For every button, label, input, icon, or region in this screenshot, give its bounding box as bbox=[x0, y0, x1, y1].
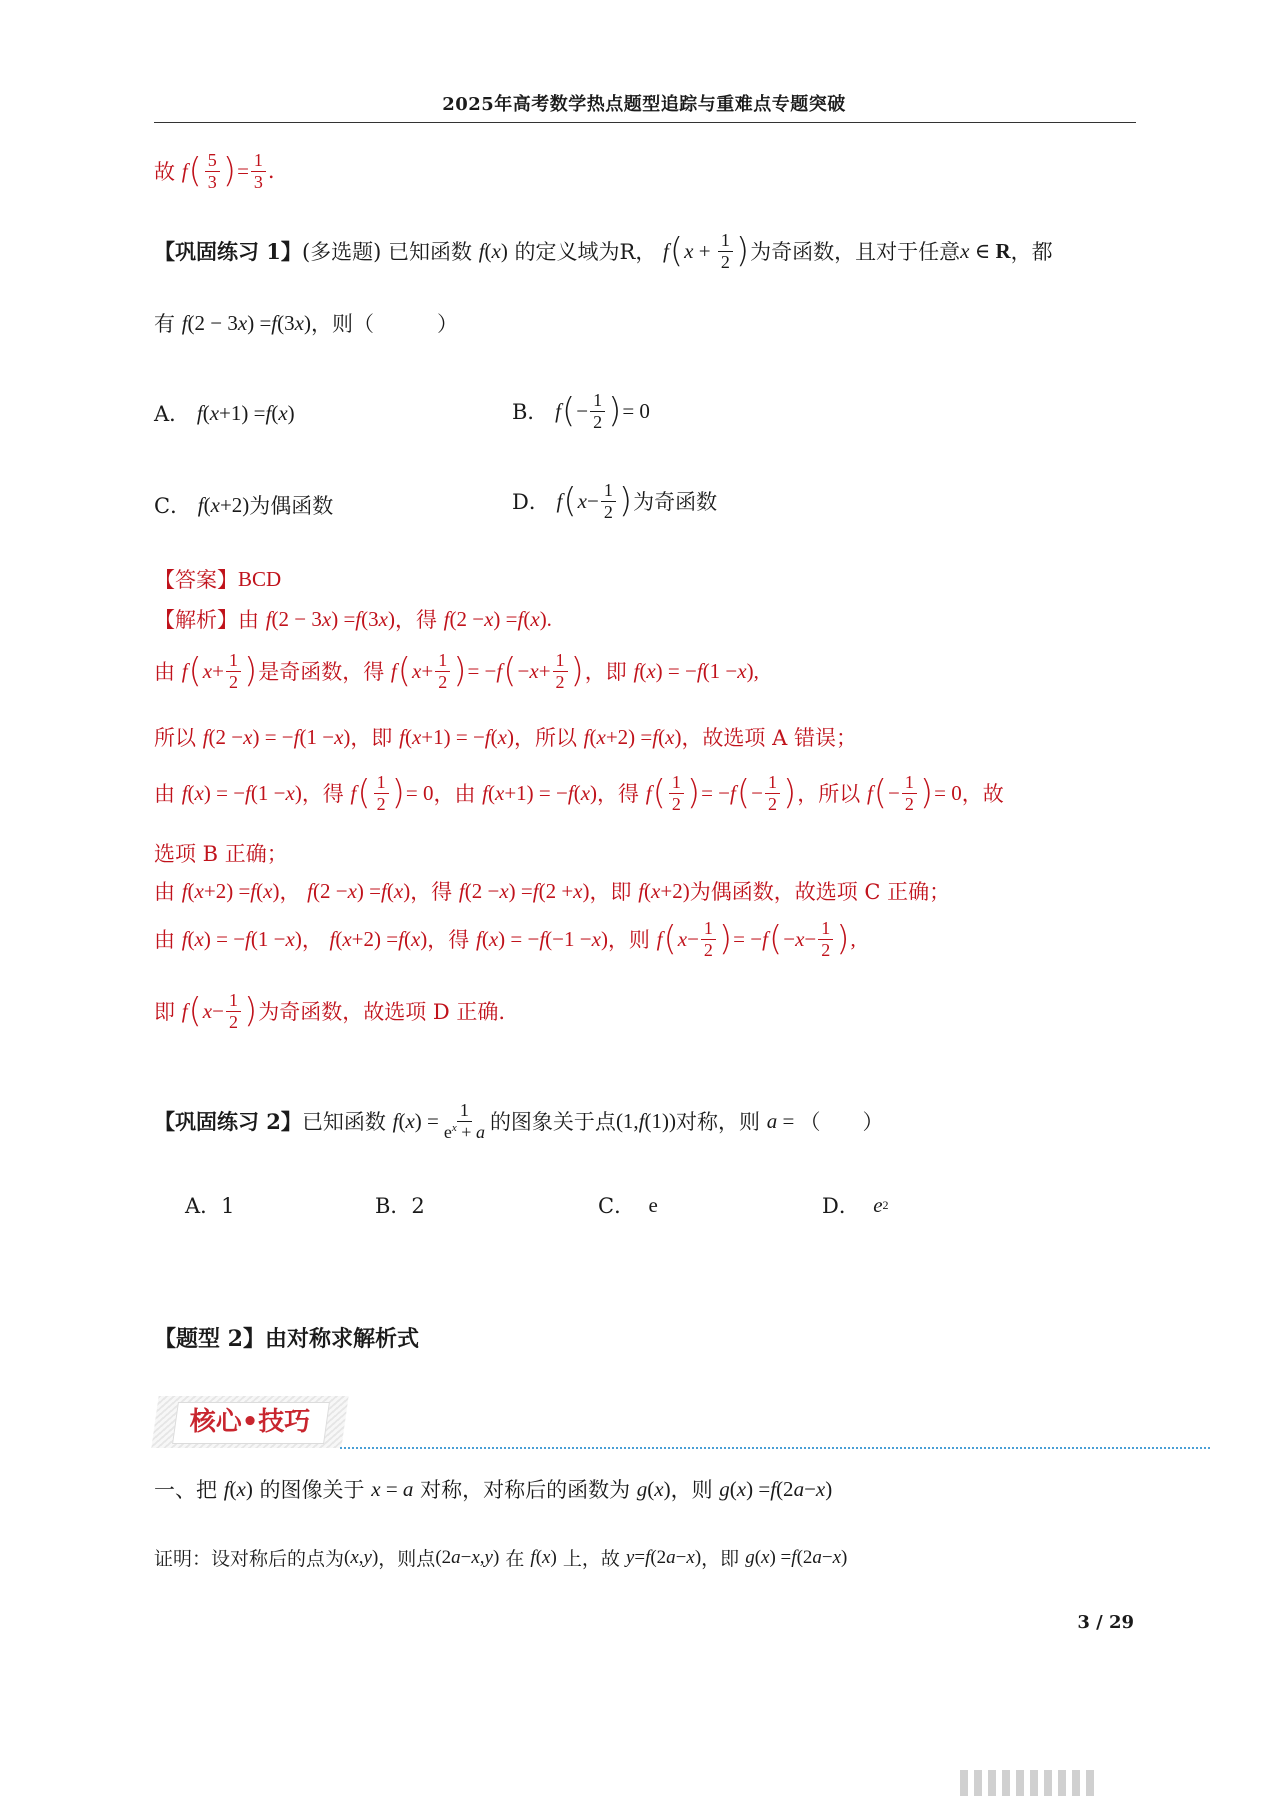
intro-fraction: $\frac{5}{3}$ bbox=[205, 150, 220, 192]
tip-line2: 证明：设对称后的点为 ( x , y ) ，则点 (2 a − x , y ) 在 f ( x ) 上，故 y = f (2 a − x ) ，即 g ( x ) = f (2 a − x ) bbox=[154, 1546, 848, 1570]
analysis-line3: 所以 f (2 − x ) = − f (1 − x ) ，即 f ( x +1) = − f ( x ) ，所以 f ( x +2) = f ( x ) ，故选项 A 错误； bbox=[154, 724, 857, 750]
exercise1-line1: 【巩固练习 1】 (多选题) 已知函数 f ( x ) 的定义域为R， f ( x + $\frac{1}{2}$ ) 为奇函数，且对于任意 x ∈ R ，都 bbox=[154, 230, 1053, 272]
exercise2-option-c[interactable]: C． e bbox=[598, 1192, 658, 1218]
core-tips-badge: 核心•技巧 bbox=[189, 1407, 311, 1437]
analysis-line4: 由 f ( x ) = − f (1 − x ) ，得 f ( $\frac{1}{2}$ ) = 0 ，由 f ( x +1) = − f ( x ) ，得 f ( $\frac{1}{2}$ ) = − f ( − $\frac{1}{2}$ ) ，所以 f ( − $\frac{1}{2}$ ) = 0 ，故 bbox=[154, 772, 1004, 814]
exercise1-option-d[interactable]: D． f ( x − $\frac{1}{2}$ ) 为奇函数 bbox=[512, 480, 718, 522]
analysis-label: 【解析】 bbox=[154, 608, 238, 632]
analysis-line7: 由 f ( x ) = − f (1 − x ) ， f ( x +2) = f ( x ) ，得 f ( x ) = − f (−1 − x ) ，则 f ( x − $\frac{1}{2}$ ) = − f ( − x − $\frac{1}{2}$ ) , bbox=[154, 918, 856, 960]
answer-label: 【答案】 bbox=[154, 568, 238, 592]
analysis-line1: 【解析】 由 f (2 − 3 x ) = f (3 x ) ，得 f (2 − x ) = f ( x ). bbox=[154, 604, 552, 634]
footer-scan-marks bbox=[960, 1770, 1094, 1796]
answer-value: BCD bbox=[238, 566, 282, 591]
exercise2-line: 【巩固练习 2】 已知函数 f ( x ) = $\frac{1}{e^x + a}$ 的图象关于点 (1, f (1)) 对称，则 a = （ ） bbox=[154, 1100, 884, 1142]
intro-line: 故 f ( $\frac{5}{3}$ ) = $\frac{1}{3}$ . bbox=[154, 150, 275, 192]
exercise1-line2: 有 f (2 − 3 x ) = f (3 x ) ，则（ ） bbox=[154, 310, 458, 336]
exercise2-option-d[interactable]: D． e 2 bbox=[822, 1192, 889, 1218]
analysis-line2: 由 f ( x + $\frac{1}{2}$ ) 是奇函数，得 f ( x + $\frac{1}{2}$ ) = − f ( − x + $\frac{1}{2}$ ) ，即 f ( x ) = − f (1 − x ), bbox=[154, 650, 759, 692]
exercise1-option-a[interactable]: A． f ( x +1) = f ( x ) bbox=[154, 400, 295, 426]
exercise1-option-c[interactable]: C． f ( x +2) 为偶函数 bbox=[154, 492, 334, 518]
analysis-line5: 选项 B 正确； bbox=[154, 842, 288, 866]
exercise1-tag: 【巩固练习 1】 bbox=[154, 239, 302, 265]
intro-prefix: 故 bbox=[154, 160, 175, 185]
exercise1-option-b[interactable]: B． f ( − $\frac{1}{2}$ ) = 0 bbox=[512, 390, 650, 432]
page-header-title: 2025年高考数学热点题型追踪与重难点专题突破 bbox=[442, 94, 846, 115]
exercise1-answer bbox=[154, 564, 281, 594]
exercise2-option-b[interactable]: B．2 bbox=[375, 1194, 425, 1218]
section-title: 【题型 2】由对称求解析式 bbox=[154, 1326, 419, 1352]
analysis-line6: 由 f ( x +2) = f ( x ) ， f (2 − x ) = f ( x ) ，得 f (2 − x ) = f (2 + x ) ，即 f ( x +2) 为偶函数，故选项 C 正确； bbox=[154, 878, 951, 904]
analysis-line8: 即 f ( x − $\frac{1}{2}$ ) 为奇函数，故选项 D 正确. bbox=[154, 990, 506, 1032]
header-divider bbox=[154, 122, 1136, 123]
page-number: 3 / 29 bbox=[1077, 1612, 1134, 1633]
dotted-divider bbox=[340, 1447, 1210, 1449]
exercise2-option-a[interactable]: A．1 bbox=[185, 1194, 235, 1218]
tip-line1: 一、把 f ( x ) 的图像关于 x = a 对称，对称后的函数为 g ( x ) ，则 g ( x ) = f (2 a − x ) bbox=[154, 1476, 833, 1502]
exercise2-tag: 【巩固练习 2】 bbox=[154, 1109, 302, 1135]
